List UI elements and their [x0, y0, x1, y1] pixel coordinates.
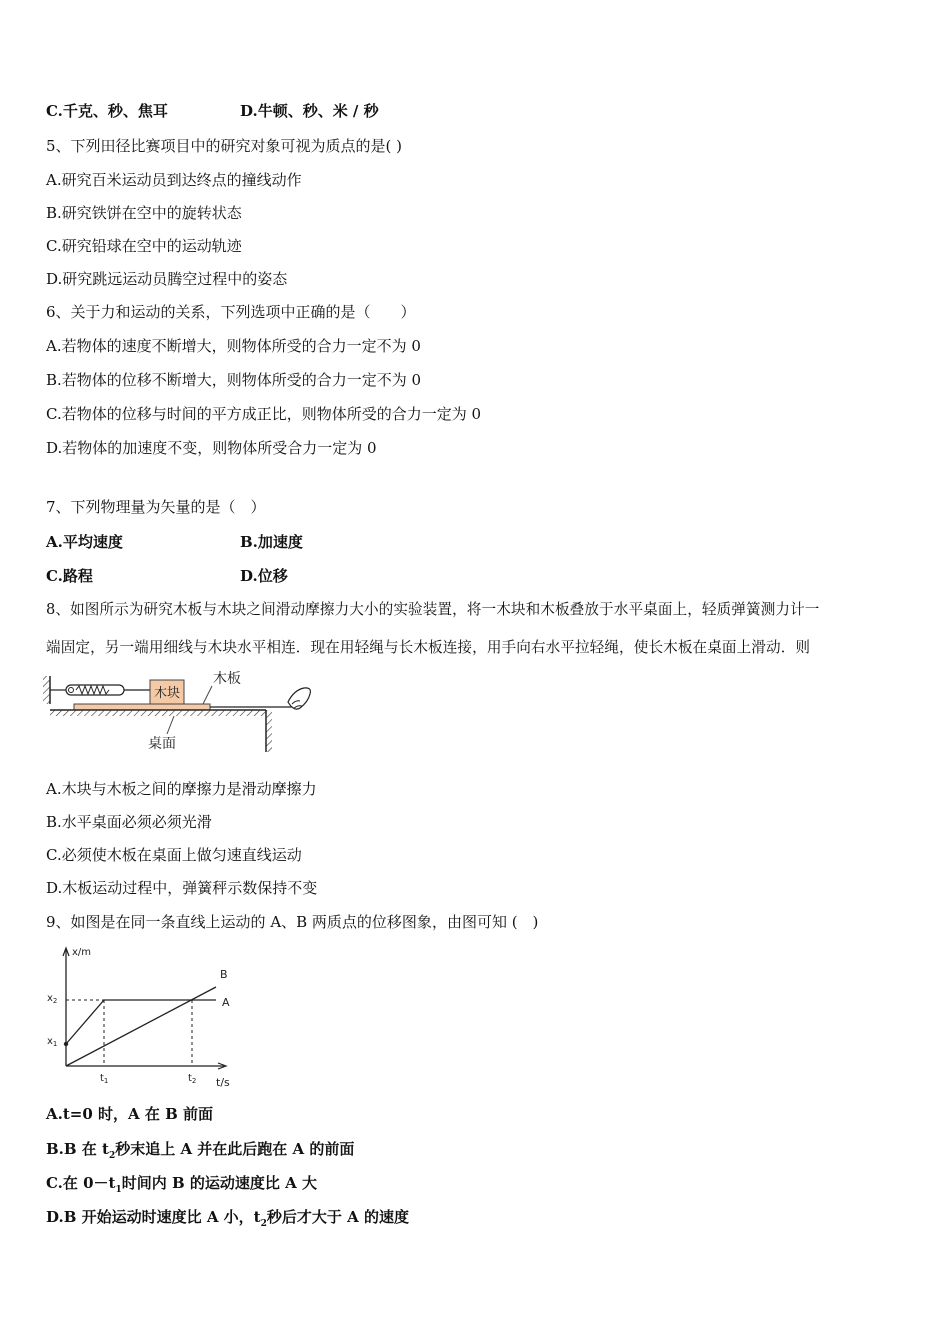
q5-option-b: B.研究铁饼在空中的旋转状态: [46, 204, 242, 222]
board-label: 木板: [213, 671, 241, 687]
table-label: 桌面: [148, 736, 176, 752]
q9-option-d: D.B 开始运动时速度比 A 小，$t_2$秒后才大于 A 的速度: [46, 1208, 409, 1229]
q8-option-a: A.木块与木板之间的摩擦力是滑动摩擦力: [46, 780, 317, 798]
q6-stem: 6、关于力和运动的关系，下列选项中正确的是（ ）: [46, 303, 416, 321]
table-leader-line: [167, 716, 174, 734]
q8-option-c: C.必须使木板在桌面上做匀速直线运动: [46, 846, 302, 864]
q8-stem-line1: 8、如图所示为研究木板与木块之间滑动摩擦力大小的实验装置，将一木块和木板叠放于水平桌面上，轻质弹簧测力计一: [46, 601, 820, 618]
t1-label: $t_1$: [100, 1073, 109, 1085]
block-label: 木块: [153, 686, 181, 701]
q6-option-c: C.若物体的位移与时间的平方成正比，则物体所受的合力一定为 0: [46, 405, 482, 423]
q9-stem: 9、如图是在同一条直线上运动的 A、B 两质点的位移图象，由图可知 ( ): [46, 913, 539, 931]
line-b: [66, 987, 216, 1066]
wood-board: [74, 704, 210, 710]
q4-option-c: C.千克、秒、焦耳: [46, 102, 168, 120]
q7-stem: 7、下列物理量为矢量的是（ ）: [46, 498, 266, 516]
q7-option-d: D.位移: [240, 567, 288, 585]
q8-option-d: D.木板运动过程中，弹簧秤示数保持不变: [46, 879, 318, 897]
line-a: [66, 1000, 216, 1044]
q7-option-b: B.加速度: [240, 533, 303, 551]
x-axis-label: t/s: [216, 1076, 230, 1089]
q5-option-d: D.研究跳远运动员腾空过程中的姿态: [46, 270, 288, 288]
spring-scale: [50, 685, 150, 695]
q7-option-a: A.平均速度: [46, 533, 123, 551]
q8-option-b: B.水平桌面必须必须光滑: [46, 813, 212, 831]
line-a-label: A: [222, 996, 230, 1009]
t2-label: $t_2$: [188, 1073, 197, 1085]
q5-option-c: C.研究铅球在空中的运动轨迹: [46, 237, 242, 255]
hand-icon: [288, 688, 310, 709]
q8-apparatus-figure: [40, 668, 320, 758]
q6-option-a: A.若物体的速度不断增大，则物体所受的合力一定不为 0: [46, 337, 421, 355]
x2-label: $x_2$: [47, 993, 58, 1005]
q7-option-c: C.路程: [46, 567, 93, 585]
q9-displacement-graph: [44, 940, 244, 1090]
q5-option-a: A.研究百米运动员到达终点的撞线动作: [46, 171, 302, 189]
q9-option-b: B.B 在 $t_2$秒末追上 A 并在此后跑在 A 的前面: [46, 1140, 355, 1161]
q5-stem: 5、下列田径比赛项目中的研究对象可视为质点的是( ): [46, 137, 403, 155]
line-b-label: B: [220, 968, 228, 981]
x1-label: $x_1$: [47, 1036, 58, 1048]
q9-option-c: C.在 $0-t_1$时间内 B 的运动速度比 A 大: [46, 1174, 317, 1195]
board-leader-line: [203, 686, 212, 704]
left-wall: [43, 676, 50, 704]
q6-option-d: D.若物体的加速度不变，则物体所受合力一定为 0: [46, 439, 377, 457]
q6-option-b: B.若物体的位移不断增大，则物体所受的合力一定不为 0: [46, 371, 422, 389]
q9-option-a: A.t=0 时，A 在 B 前面: [46, 1105, 214, 1123]
wood-block: [150, 680, 184, 704]
q8-stem-line2: 端固定，另一端用细线与木块水平相连．现在用轻绳与长木板连接，用手向右水平拉轻绳，使长木板在桌面上滑动．则: [46, 639, 811, 656]
q4-option-d: D.牛顿、秒、米 / 秒: [240, 102, 379, 120]
x1-point: [64, 1042, 68, 1046]
y-axis-label: x/m: [72, 947, 92, 958]
